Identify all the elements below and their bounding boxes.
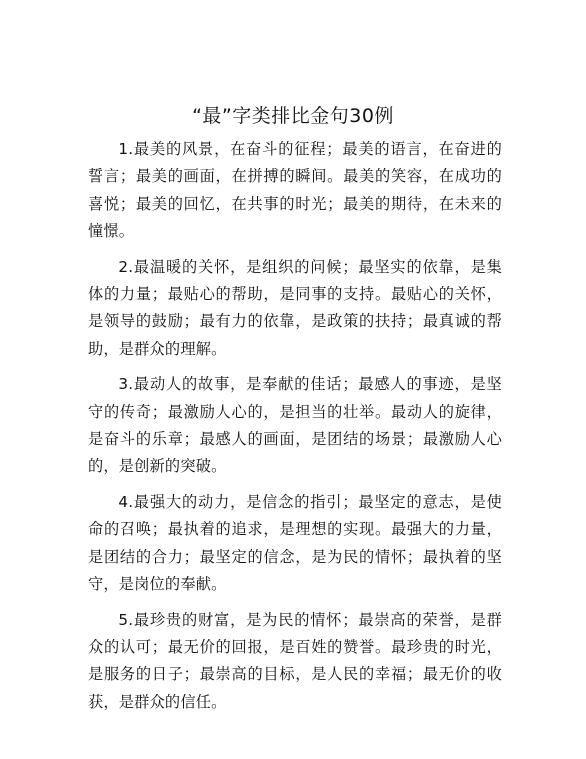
paragraph-4: 4.最强大的动力，是信念的指引；最坚定的意志，是使命的召唤；最执着的追求，是理想的实现。最强大的力量，是团结的合力；最坚定的信念，是为民的情怀；最执着的坚守，是岗位的奉献。 — [88, 492, 502, 594]
paragraph-1: 1.最美的风景，在奋斗的征程；最美的语言，在奋进的誓言；最美的画面，在拼搏的瞬间。最美的笑容，在成功的喜悦；最美的回忆，在共事的时光；最美的期待，在未来的憧憬。 — [88, 140, 502, 241]
paragraph-3: 3.最动人的故事，是奉献的佳话；最感人的事迹，是坚守的传奇；最激励人心的，是担当的壮举。最动人的旋律，是奋斗的乐章；最感人的画面，是团结的场景；最激励人心的，是创新的突破。 — [88, 375, 502, 476]
paragraph-2: 2.最温暖的关怀，是组织的问候；最坚实的依靠，是集体的力量；最贴心的帮助，是同事的支持。最贴心的关怀，是领导的鼓励；最有力的依靠，是政策的扶持；最真诚的帮助，是群众的理解。 — [88, 257, 502, 358]
document-title: “最”字类排比金句30例 — [192, 105, 394, 127]
document-body — [88, 136, 502, 716]
paragraph-5: 5.最珍贵的财富，是为民的情怀；最崇高的荣誉，是群众的认可；最无价的回报，是百姓的赞誉。最珍贵的时光，是服务的日子；最崇高的目标，是人民的幸福；最无价的收获，是群众的信任。 — [88, 610, 502, 711]
